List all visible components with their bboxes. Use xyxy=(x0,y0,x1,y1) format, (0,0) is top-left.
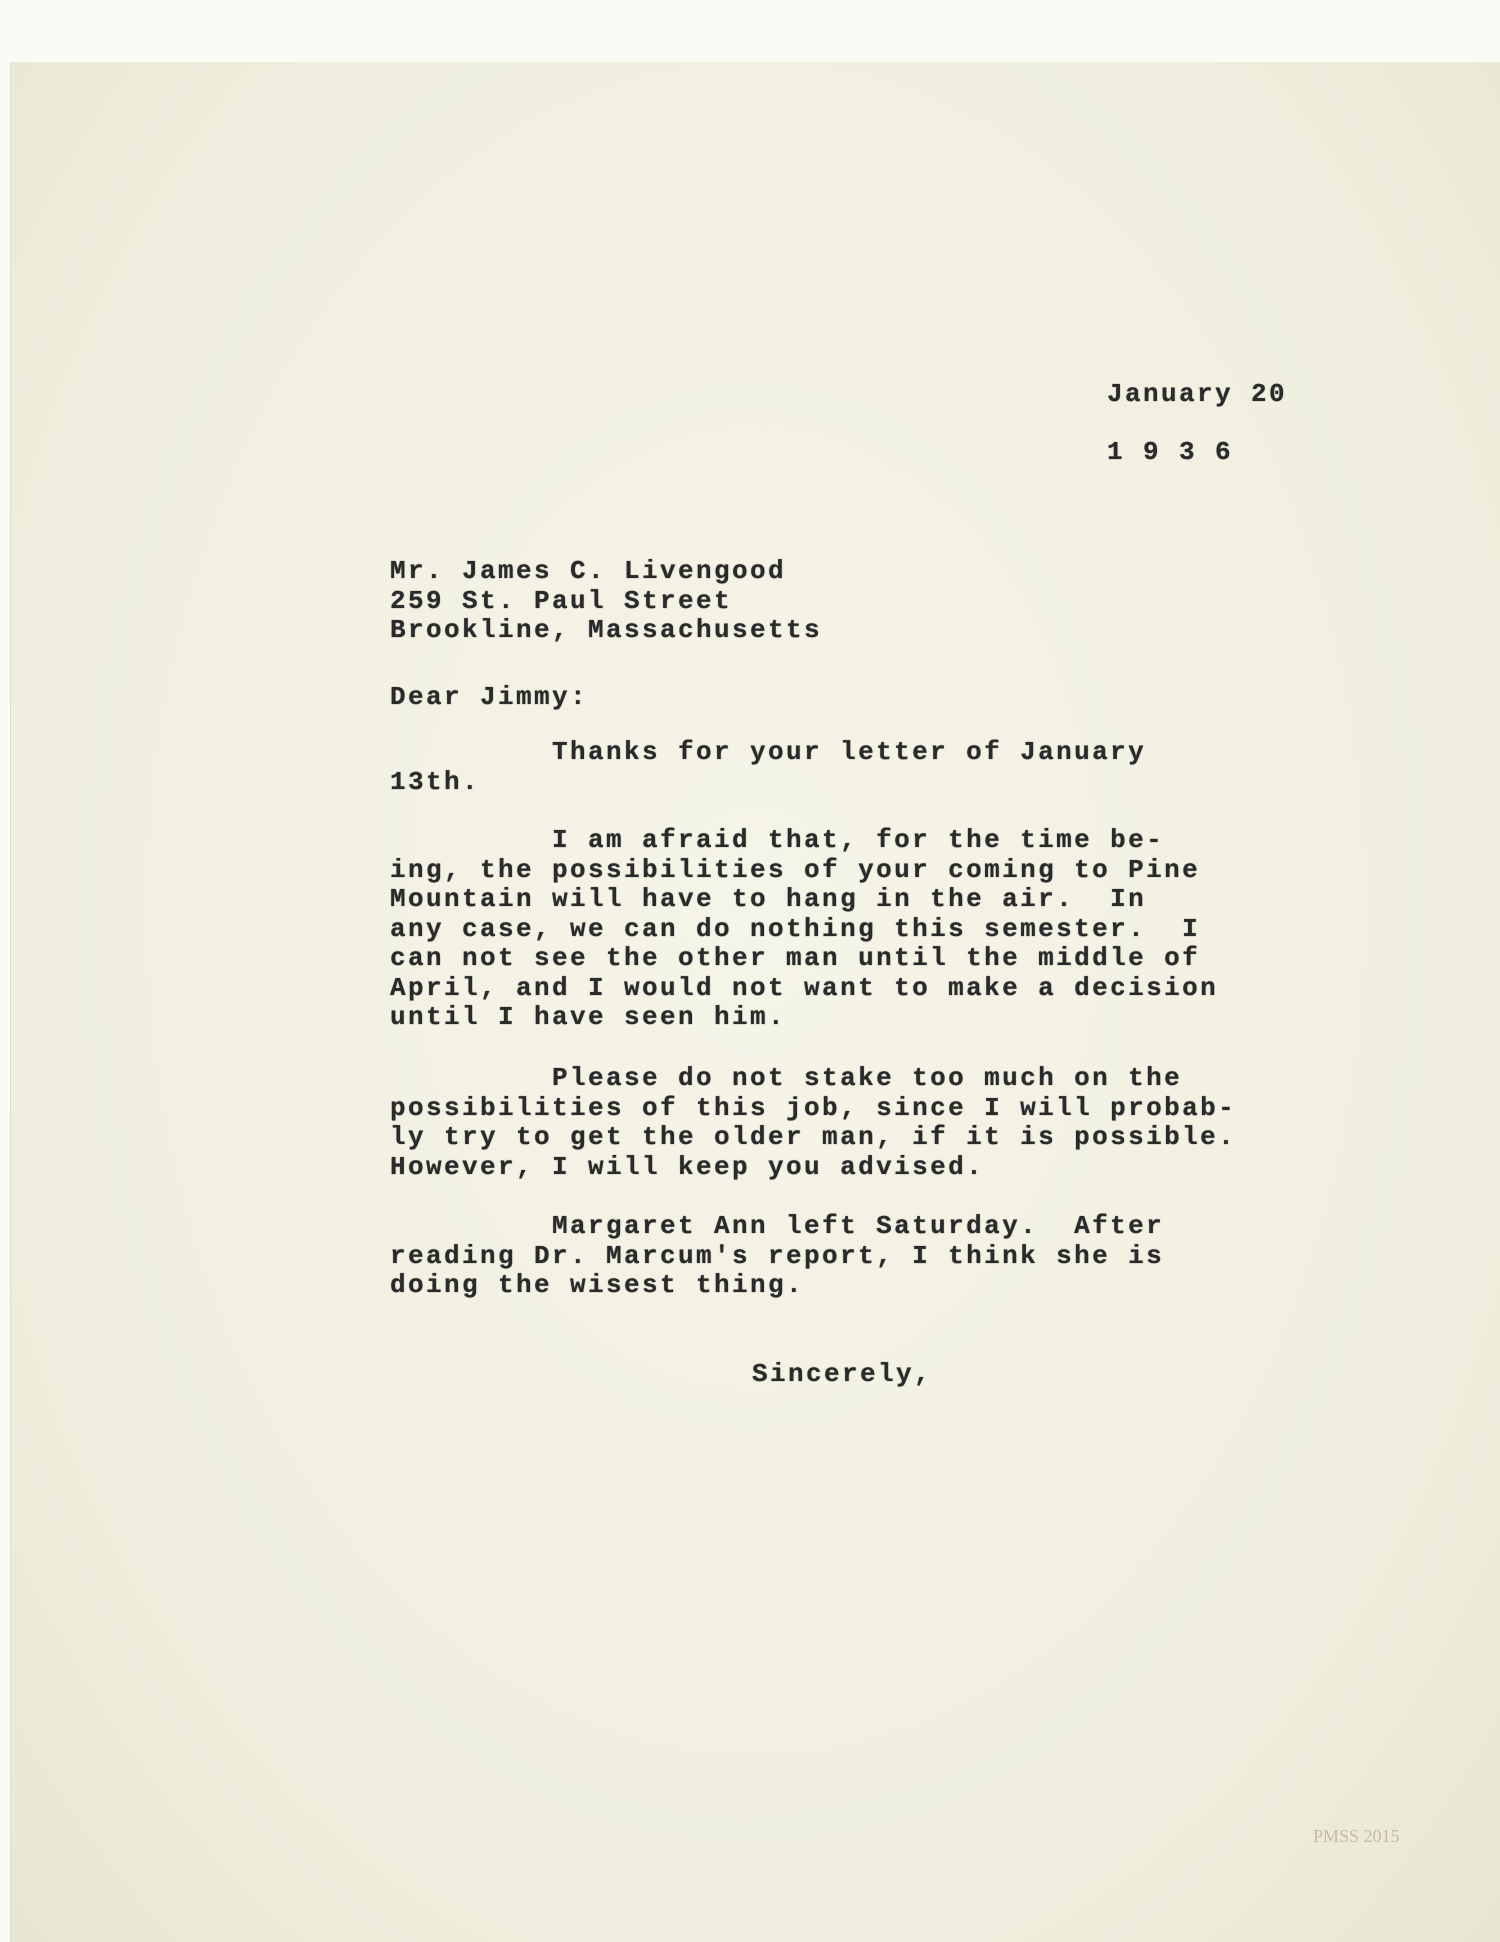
text-line: 13th. xyxy=(390,766,481,797)
text-line: reading Dr. Marcum's report, I think she is xyxy=(390,1240,1165,1271)
text-line: can not see the other man until the middle of xyxy=(390,943,1201,973)
recipient-address xyxy=(390,557,822,646)
text-line: any case, we can do nothing this semester. I xyxy=(390,913,1201,944)
text-line: Thanks for your letter of January xyxy=(390,737,1147,767)
archive-stamp: PMSS 2015 xyxy=(1313,1826,1400,1846)
text-line: doing the wisest thing. xyxy=(390,1270,805,1300)
closing: Sincerely, xyxy=(752,1359,933,1389)
text-line: However, I will keep you advised. xyxy=(390,1151,985,1182)
address-line: Brookline, Massachusetts xyxy=(390,615,823,645)
paragraph-4 xyxy=(390,1212,1164,1301)
text-line: April, and I would not want to make a decision xyxy=(390,972,1219,1003)
text-line: I am afraid that, for the time be- xyxy=(390,825,1165,855)
address-line: 259 St. Paul Street xyxy=(390,585,733,616)
paragraph-3 xyxy=(390,1064,1236,1182)
text-line: possibilities of this job, since I will probab- xyxy=(390,1092,1237,1123)
letter-date: January 20 xyxy=(1107,379,1288,409)
text-line: until I have seen him. xyxy=(390,1002,787,1032)
text-line: Please do not stake too much on the xyxy=(390,1063,1183,1093)
paragraph-1 xyxy=(390,738,1146,797)
text-line: Mountain will have to hang in the air. In xyxy=(390,884,1147,914)
paragraph-2 xyxy=(390,826,1218,1033)
letter-year: 1 9 3 6 xyxy=(1107,437,1234,467)
text-line: Margaret Ann left Saturday. After xyxy=(390,1211,1165,1241)
text-line: ing, the possibilities of your coming to Pine xyxy=(390,854,1201,885)
salutation: Dear Jimmy: xyxy=(390,682,589,712)
address-line: Mr. James C. Livengood xyxy=(390,556,787,586)
text-line: ly try to get the older man, if it is possible. xyxy=(390,1122,1237,1152)
